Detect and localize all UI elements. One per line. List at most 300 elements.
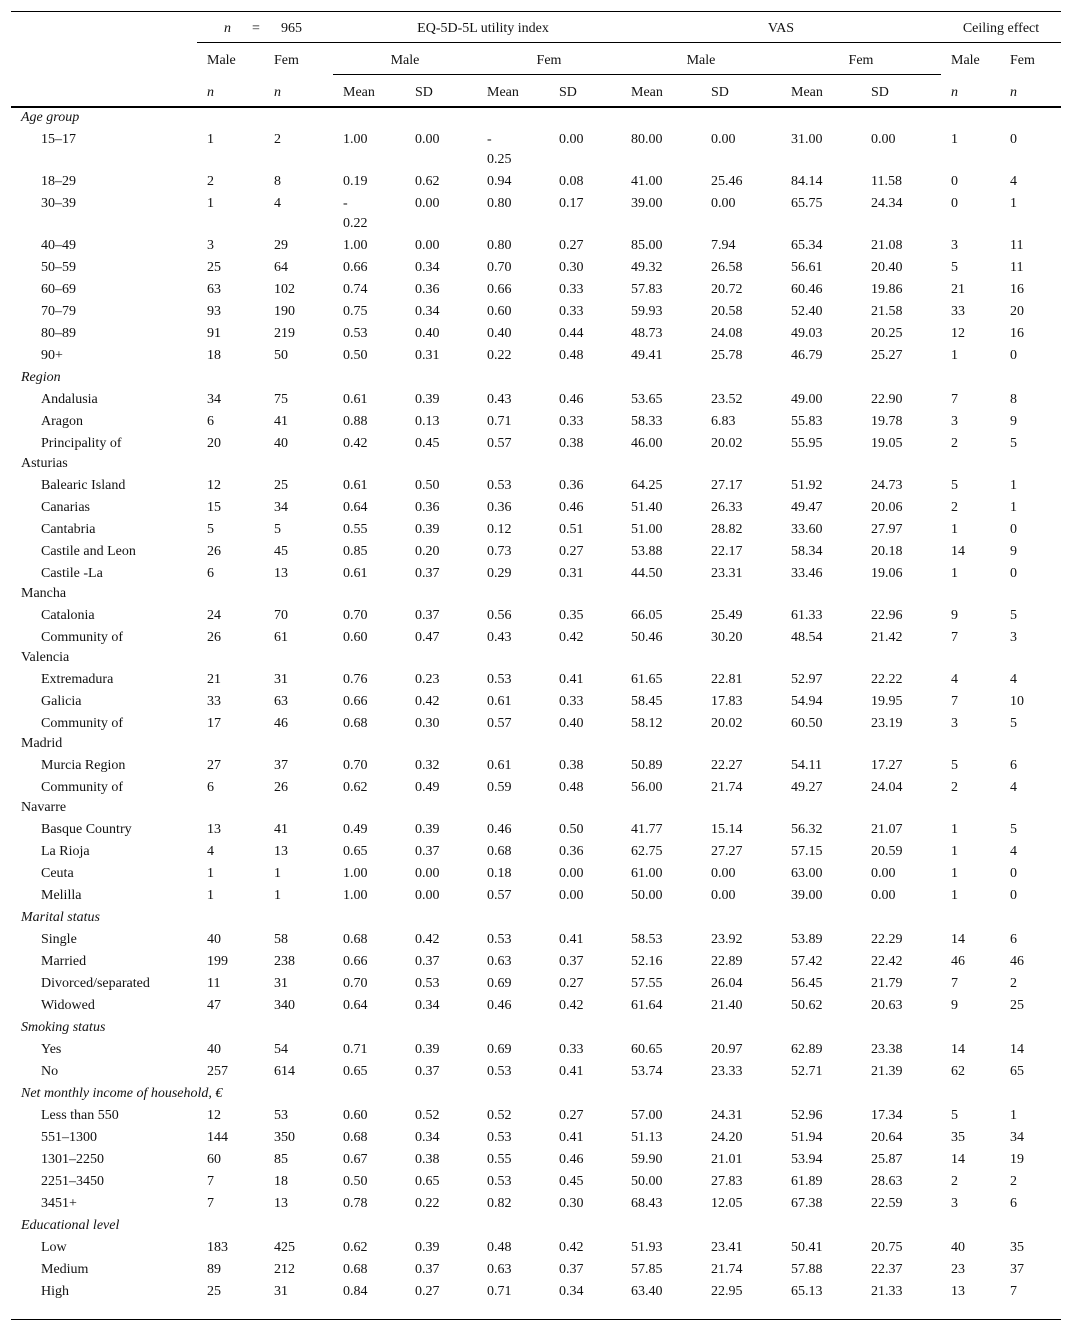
table-cell: 47 bbox=[207, 998, 221, 1013]
table-cell: 60.46 bbox=[791, 282, 823, 297]
table-cell: 13 bbox=[207, 822, 221, 837]
header-ceiling: Ceiling effect bbox=[962, 21, 1040, 36]
table-cell: 0.08 bbox=[559, 174, 584, 189]
table-cell: 51.94 bbox=[791, 1130, 823, 1145]
table-cell: 1 bbox=[951, 566, 958, 581]
table-cell: 22.37 bbox=[871, 1262, 903, 1277]
table-cell: 49.03 bbox=[791, 326, 823, 341]
table-cell: 24.20 bbox=[711, 1130, 743, 1145]
table-cell: 21.74 bbox=[711, 1262, 743, 1277]
table-cell: 20.63 bbox=[871, 998, 903, 1013]
table-cell: 58 bbox=[274, 932, 288, 947]
table-cell: 0 bbox=[1010, 132, 1017, 147]
table-cell: 0.36 bbox=[559, 844, 584, 859]
table-cell: 0.37 bbox=[559, 954, 584, 969]
table-cell: 23.52 bbox=[711, 392, 743, 407]
table-cell: 0.46 bbox=[487, 998, 512, 1013]
table-cell: 57.15 bbox=[791, 844, 823, 859]
table-cell: 0 bbox=[1010, 866, 1017, 881]
section-title: Marital status bbox=[21, 910, 100, 925]
table-cell: 41.77 bbox=[631, 822, 663, 837]
table-cell: 0.33 bbox=[559, 304, 584, 319]
header-ceiling-fem: Fem bbox=[1010, 53, 1035, 68]
table-cell: 0.30 bbox=[559, 260, 584, 275]
row-label: No bbox=[41, 1064, 59, 1079]
table-cell: 37 bbox=[274, 758, 288, 773]
table-cell: 46 bbox=[274, 716, 288, 731]
table-cell: 12.05 bbox=[711, 1196, 743, 1211]
table-cell: 1 bbox=[951, 866, 958, 881]
table-cell: 20.40 bbox=[871, 260, 903, 275]
header-mean-1: Mean bbox=[343, 85, 375, 100]
row-label: High bbox=[41, 1284, 69, 1299]
table-cell: 8 bbox=[1010, 392, 1017, 407]
table-cell: 0.31 bbox=[559, 566, 584, 581]
table-cell: 0.39 bbox=[415, 392, 440, 407]
table-cell: 0.37 bbox=[559, 1262, 584, 1277]
table-cell: - bbox=[487, 132, 492, 147]
table-cell: 0.62 bbox=[343, 780, 368, 795]
table-cell: 0 bbox=[1010, 348, 1017, 363]
table-cell: 22.96 bbox=[871, 608, 903, 623]
table-cell: 16 bbox=[1010, 282, 1024, 297]
table-cell: 0.67 bbox=[343, 1152, 368, 1167]
table-cell: 18 bbox=[274, 1174, 288, 1189]
table-cell: 34 bbox=[274, 500, 288, 515]
table-cell: 22.95 bbox=[711, 1284, 743, 1299]
header-sd-4: SD bbox=[871, 85, 889, 100]
table-cell: 21.07 bbox=[871, 822, 903, 837]
table-cell: 0.00 bbox=[871, 132, 896, 147]
table-cell: 0 bbox=[1010, 566, 1017, 581]
table-cell: 13 bbox=[274, 566, 288, 581]
table-cell: 22.89 bbox=[711, 954, 743, 969]
table-cell: 0.68 bbox=[343, 932, 368, 947]
table-cell: 0.00 bbox=[711, 866, 736, 881]
table-cell: 21.01 bbox=[711, 1152, 743, 1167]
table-cell: 0.71 bbox=[343, 1042, 368, 1057]
table-cell: 0.66 bbox=[487, 282, 512, 297]
table-cell: 0.53 bbox=[343, 326, 368, 341]
table-cell: 58.33 bbox=[631, 414, 663, 429]
table-cell: 15.14 bbox=[711, 822, 743, 837]
header-equals: = bbox=[252, 21, 260, 36]
table-cell: 0.40 bbox=[487, 326, 512, 341]
table-cell: 425 bbox=[274, 1240, 295, 1255]
table-cell: 53.74 bbox=[631, 1064, 663, 1079]
row-label: 1301–2250 bbox=[41, 1152, 104, 1167]
table-cell: 52.71 bbox=[791, 1064, 823, 1079]
table-cell: 2 bbox=[951, 780, 958, 795]
row-label: La Rioja bbox=[41, 844, 90, 859]
table-cell: 52.40 bbox=[791, 304, 823, 319]
table-cell: 1 bbox=[951, 522, 958, 537]
table-cell: 0.49 bbox=[343, 822, 368, 837]
table-cell: 0.29 bbox=[487, 566, 512, 581]
table-cell: 0.13 bbox=[415, 414, 440, 429]
table-cell: 6 bbox=[207, 780, 214, 795]
table-cell: 1 bbox=[274, 888, 281, 903]
row-label: Balearic Island bbox=[41, 478, 126, 493]
table-cell: 49.32 bbox=[631, 260, 663, 275]
table-cell: 41 bbox=[274, 414, 288, 429]
table-cell: 51.40 bbox=[631, 500, 663, 515]
row-label: 3451+ bbox=[41, 1196, 77, 1211]
table-cell: 31.00 bbox=[791, 132, 823, 147]
table-cell: 0.30 bbox=[559, 1196, 584, 1211]
table-cell: 40 bbox=[207, 932, 221, 947]
table-cell: 23.31 bbox=[711, 566, 743, 581]
table-cell: 0.78 bbox=[343, 1196, 368, 1211]
table-cell: 61.64 bbox=[631, 998, 663, 1013]
table-cell: 0.44 bbox=[559, 326, 584, 341]
table-cell: 0.69 bbox=[487, 976, 512, 991]
table-cell: 20.06 bbox=[871, 500, 903, 515]
table-cell: 57.83 bbox=[631, 282, 663, 297]
table-cell: 59.93 bbox=[631, 304, 663, 319]
table-cell: 28.63 bbox=[871, 1174, 903, 1189]
table-cell: 212 bbox=[274, 1262, 295, 1277]
table-cell: 33 bbox=[207, 694, 221, 709]
table-cell: 41 bbox=[274, 822, 288, 837]
table-cell: 0.60 bbox=[343, 1108, 368, 1123]
row-label: Principality of bbox=[41, 436, 122, 451]
table-cell-wrap: 0.25 bbox=[487, 152, 512, 167]
table-cell: 19.05 bbox=[871, 436, 903, 451]
table-cell: 6 bbox=[1010, 758, 1017, 773]
table-cell: 53.88 bbox=[631, 544, 663, 559]
section-title: Net monthly income of household, € bbox=[21, 1086, 223, 1101]
table-cell: - bbox=[343, 196, 348, 211]
table-cell: 0.65 bbox=[415, 1174, 440, 1189]
table-cell: 19.95 bbox=[871, 694, 903, 709]
row-label: Community of bbox=[41, 630, 124, 645]
table-cell: 50.41 bbox=[791, 1240, 823, 1255]
table-cell: 0.70 bbox=[343, 976, 368, 991]
table-cell: 0.55 bbox=[343, 522, 368, 537]
table-cell: 23.92 bbox=[711, 932, 743, 947]
table-cell: 0.22 bbox=[415, 1196, 440, 1211]
table-cell: 257 bbox=[207, 1064, 228, 1079]
table-cell: 0.71 bbox=[487, 1284, 512, 1299]
table-cell: 50.00 bbox=[631, 1174, 663, 1189]
table-cell: 22.59 bbox=[871, 1196, 903, 1211]
table-cell: 40 bbox=[951, 1240, 965, 1255]
table-cell: 39.00 bbox=[791, 888, 823, 903]
table-cell: 0.53 bbox=[487, 1130, 512, 1145]
table-cell: 1.00 bbox=[343, 866, 368, 881]
table-cell: 22.17 bbox=[711, 544, 743, 559]
table-cell: 0.46 bbox=[559, 500, 584, 515]
table-cell: 0.45 bbox=[559, 1174, 584, 1189]
table-cell: 59.90 bbox=[631, 1152, 663, 1167]
table-cell: 0.68 bbox=[343, 1130, 368, 1145]
table-cell: 21.39 bbox=[871, 1064, 903, 1079]
table-cell: 0.00 bbox=[415, 196, 440, 211]
table-cell: 80.00 bbox=[631, 132, 663, 147]
table-cell: 0.62 bbox=[415, 174, 440, 189]
row-label: 40–49 bbox=[41, 238, 76, 253]
table-cell: 2 bbox=[1010, 976, 1017, 991]
table-cell: 5 bbox=[207, 522, 214, 537]
table-cell: 51.13 bbox=[631, 1130, 663, 1145]
table-cell: 52.16 bbox=[631, 954, 663, 969]
table-cell: 0.46 bbox=[487, 822, 512, 837]
table-cell: 18 bbox=[207, 348, 221, 363]
table-cell: 55.95 bbox=[791, 436, 823, 451]
table-cell: 65.34 bbox=[791, 238, 823, 253]
table-cell: 0.65 bbox=[343, 844, 368, 859]
table-cell: 5 bbox=[951, 758, 958, 773]
table-cell: 0.75 bbox=[343, 304, 368, 319]
table-cell: 20.59 bbox=[871, 844, 903, 859]
table-cell: 11 bbox=[1010, 238, 1024, 253]
table-cell: 93 bbox=[207, 304, 221, 319]
table-cell: 50.46 bbox=[631, 630, 663, 645]
table-cell: 34 bbox=[1010, 1130, 1024, 1145]
table-cell: 85 bbox=[274, 1152, 288, 1167]
table-cell: 20 bbox=[1010, 304, 1024, 319]
table-cell: 0.36 bbox=[487, 500, 512, 515]
table-cell: 21.08 bbox=[871, 238, 903, 253]
table-cell: 26 bbox=[207, 630, 221, 645]
table-cell: 0.27 bbox=[415, 1284, 440, 1299]
table-cell: 0.27 bbox=[559, 238, 584, 253]
table-cell: 1 bbox=[1010, 478, 1017, 493]
table-cell: 0.69 bbox=[487, 1042, 512, 1057]
table-cell: 7 bbox=[207, 1174, 214, 1189]
table-cell: 49.00 bbox=[791, 392, 823, 407]
table-cell: 53.65 bbox=[631, 392, 663, 407]
table-cell: 0.38 bbox=[559, 758, 584, 773]
table-cell: 0.38 bbox=[559, 436, 584, 451]
table-cell: 2 bbox=[951, 1174, 958, 1189]
table-cell: 3 bbox=[951, 1196, 958, 1211]
row-label: Extremadura bbox=[41, 672, 114, 687]
table-cell: 10 bbox=[1010, 694, 1024, 709]
table-cell: 0.68 bbox=[343, 1262, 368, 1277]
table-cell: 0.85 bbox=[343, 544, 368, 559]
table-cell: 0.39 bbox=[415, 1240, 440, 1255]
row-label: Castile -La bbox=[41, 566, 103, 581]
row-label: Murcia Region bbox=[41, 758, 126, 773]
table-cell: 63 bbox=[274, 694, 288, 709]
table-cell: 51.93 bbox=[631, 1240, 663, 1255]
row-label: 90+ bbox=[41, 348, 63, 363]
table-cell: 6 bbox=[1010, 932, 1017, 947]
row-label: Yes bbox=[41, 1042, 62, 1057]
table-cell: 61.65 bbox=[631, 672, 663, 687]
table-cell: 23.41 bbox=[711, 1240, 743, 1255]
table-cell: 20.58 bbox=[711, 304, 743, 319]
table-cell: 21.58 bbox=[871, 304, 903, 319]
table-cell: 0.23 bbox=[415, 672, 440, 687]
row-label: Married bbox=[41, 954, 87, 969]
table-cell: 66.05 bbox=[631, 608, 663, 623]
table-cell: 39.00 bbox=[631, 196, 663, 211]
table-cell: 12 bbox=[951, 326, 965, 341]
table-cell: 7 bbox=[207, 1196, 214, 1211]
table-cell: 20.97 bbox=[711, 1042, 743, 1057]
row-label: Less than 550 bbox=[41, 1108, 119, 1123]
table-cell: 85.00 bbox=[631, 238, 663, 253]
table-cell: 3 bbox=[951, 414, 958, 429]
table-cell: 0.42 bbox=[415, 932, 440, 947]
table-cell: 52.96 bbox=[791, 1108, 823, 1123]
table-cell: 46 bbox=[951, 954, 965, 969]
table-cell: 9 bbox=[951, 998, 958, 1013]
table-cell: 0.37 bbox=[415, 1064, 440, 1079]
table-cell: 0.12 bbox=[487, 522, 512, 537]
table-cell: 219 bbox=[274, 326, 295, 341]
table-cell: 183 bbox=[207, 1240, 228, 1255]
table-cell: 0.36 bbox=[415, 282, 440, 297]
table-cell: 65 bbox=[1010, 1064, 1024, 1079]
table-cell: 19.06 bbox=[871, 566, 903, 581]
table-cell: 7 bbox=[951, 694, 958, 709]
table-cell: 0.74 bbox=[343, 282, 368, 297]
table-cell: 7 bbox=[1010, 1284, 1017, 1299]
table-cell: 46 bbox=[1010, 954, 1024, 969]
row-label: Single bbox=[41, 932, 77, 947]
table-cell: 19 bbox=[1010, 1152, 1024, 1167]
table-cell: 48.73 bbox=[631, 326, 663, 341]
table-cell: 0.22 bbox=[487, 348, 512, 363]
table-cell: 40 bbox=[207, 1042, 221, 1057]
table-cell: 51.92 bbox=[791, 478, 823, 493]
table-cell: 63.40 bbox=[631, 1284, 663, 1299]
table-cell: 1 bbox=[207, 196, 214, 211]
table-cell: 5 bbox=[951, 1108, 958, 1123]
table-cell: 61.00 bbox=[631, 866, 663, 881]
row-label: Canarias bbox=[41, 500, 90, 515]
header-n-value: 965 bbox=[281, 21, 302, 36]
table-cell: 26 bbox=[274, 780, 288, 795]
table-cell: 0.80 bbox=[487, 238, 512, 253]
table-cell: 0.00 bbox=[711, 132, 736, 147]
row-label-continued: Navarre bbox=[21, 800, 67, 815]
table-cell: 57.88 bbox=[791, 1262, 823, 1277]
header-mean-2: Mean bbox=[487, 85, 519, 100]
table-cell: 19.78 bbox=[871, 414, 903, 429]
table-cell: 17 bbox=[207, 716, 221, 731]
table-cell: 31 bbox=[274, 1284, 288, 1299]
table-cell: 23.33 bbox=[711, 1064, 743, 1079]
table-cell: 26.04 bbox=[711, 976, 743, 991]
table-cell: 0.19 bbox=[343, 174, 368, 189]
header-eq5d-male: Male bbox=[390, 53, 420, 68]
row-label: 60–69 bbox=[41, 282, 76, 297]
table-cell: 2 bbox=[951, 500, 958, 515]
table-cell: 24.04 bbox=[871, 780, 903, 795]
row-label-continued: Madrid bbox=[21, 736, 63, 751]
row-label: Community of bbox=[41, 780, 124, 795]
table-cell-wrap: 0.22 bbox=[343, 216, 368, 231]
table-cell: 0.00 bbox=[559, 888, 584, 903]
table-cell: 5 bbox=[1010, 608, 1017, 623]
table-cell: 17.27 bbox=[871, 758, 903, 773]
table-cell: 27 bbox=[207, 758, 221, 773]
table-cell: 54.94 bbox=[791, 694, 823, 709]
table-cell: 21 bbox=[951, 282, 965, 297]
table-cell: 0.33 bbox=[559, 282, 584, 297]
table-cell: 26.58 bbox=[711, 260, 743, 275]
table-cell: 0.53 bbox=[487, 672, 512, 687]
header-vas-fem: Fem bbox=[848, 53, 874, 68]
table-cell: 0.50 bbox=[343, 1174, 368, 1189]
table-cell: 0.50 bbox=[559, 822, 584, 837]
table-cell: 0.61 bbox=[343, 566, 368, 581]
table-cell: 1 bbox=[951, 888, 958, 903]
table-cell: 0.41 bbox=[559, 1064, 584, 1079]
table-cell: 22.27 bbox=[711, 758, 743, 773]
table-cell: 68.43 bbox=[631, 1196, 663, 1211]
table-cell: 58.34 bbox=[791, 544, 823, 559]
table-cell: 0.80 bbox=[487, 196, 512, 211]
table-cell: 57.55 bbox=[631, 976, 663, 991]
table-cell: 0.53 bbox=[487, 1174, 512, 1189]
table-cell: 0.37 bbox=[415, 566, 440, 581]
table-cell: 55.83 bbox=[791, 414, 823, 429]
table-cell: 22.90 bbox=[871, 392, 903, 407]
table-cell: 22.81 bbox=[711, 672, 743, 687]
table-cell: 60.65 bbox=[631, 1042, 663, 1057]
table-cell: 1 bbox=[1010, 196, 1017, 211]
table-cell: 0.00 bbox=[711, 196, 736, 211]
table-cell: 9 bbox=[951, 608, 958, 623]
table-cell: 67.38 bbox=[791, 1196, 823, 1211]
data-table bbox=[11, 11, 1061, 1320]
table-cell: 0.41 bbox=[559, 1130, 584, 1145]
table-cell: 4 bbox=[1010, 672, 1017, 687]
table-cell: 51.00 bbox=[631, 522, 663, 537]
table-cell: 25.46 bbox=[711, 174, 743, 189]
table-cell: 57.00 bbox=[631, 1108, 663, 1123]
table-cell: 3 bbox=[951, 716, 958, 731]
table-cell: 21.33 bbox=[871, 1284, 903, 1299]
table-cell: 11 bbox=[1010, 260, 1024, 275]
table-cell: 11 bbox=[207, 976, 221, 991]
table-cell: 0.76 bbox=[343, 672, 368, 687]
row-label: 70–79 bbox=[41, 304, 76, 319]
table-cell: 64.25 bbox=[631, 478, 663, 493]
table-cell: 0.00 bbox=[415, 132, 440, 147]
table-cell: 45 bbox=[274, 544, 288, 559]
table-cell: 62 bbox=[951, 1064, 965, 1079]
table-cell: 0.53 bbox=[487, 478, 512, 493]
table-cell: 0.41 bbox=[559, 672, 584, 687]
table-cell: 30.20 bbox=[711, 630, 743, 645]
row-label: Divorced/separated bbox=[41, 976, 150, 991]
table-cell: 21.74 bbox=[711, 780, 743, 795]
table-cell: 12 bbox=[207, 478, 221, 493]
table-cell: 22.42 bbox=[871, 954, 903, 969]
table-cell: 53 bbox=[274, 1108, 288, 1123]
row-label-continued: Valencia bbox=[21, 650, 70, 665]
table-cell: 29 bbox=[274, 238, 288, 253]
table-cell: 54.11 bbox=[791, 758, 822, 773]
table-cell: 0.32 bbox=[415, 758, 440, 773]
table-cell: 21 bbox=[207, 672, 221, 687]
table-cell: 20.18 bbox=[871, 544, 903, 559]
table-cell: 25.27 bbox=[871, 348, 903, 363]
table-cell: 1 bbox=[207, 866, 214, 881]
table-cell: 1 bbox=[951, 844, 958, 859]
row-label: 15–17 bbox=[41, 132, 76, 147]
table-cell: 0.66 bbox=[343, 260, 368, 275]
row-label-continued: Asturias bbox=[21, 456, 68, 471]
table-cell: 0.46 bbox=[559, 392, 584, 407]
